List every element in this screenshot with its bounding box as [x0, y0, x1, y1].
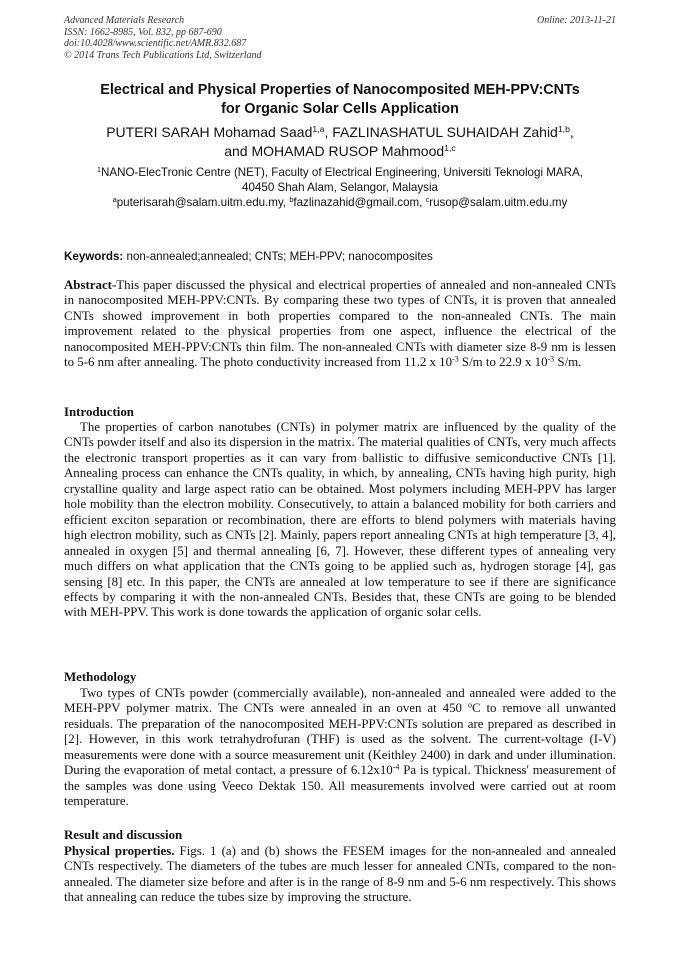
affiliation-line-2: 40450 Shah Alam, Selangor, Malaysia: [242, 180, 438, 194]
doi-line: doi:10.4028/www.scientific.net/AMR.832.687: [64, 38, 247, 50]
author-1: PUTERI SARAH Mohamad Saad: [106, 124, 313, 140]
title-line-2: for Organic Solar Cells Application: [221, 100, 459, 117]
methodology-heading: Methodology: [64, 670, 137, 684]
introduction-heading: Introduction: [64, 405, 134, 419]
abstract-exponent: -3: [547, 354, 555, 364]
title-line-1: Electrical and Physical Properties of Nanocomposited MEH-PPV:CNTs: [100, 82, 580, 98]
methodology-text: Two types of CNTs powder (commercially available), non-annealed and annealed were added to the MEH-PPV polymer matrix. The CNTs were annealed in an oven at 450: [64, 686, 616, 716]
author-list: [64, 123, 616, 161]
abstract-text: S/m to 22.9 x 10: [458, 355, 548, 370]
physical-properties-subheading: Physical properties.: [64, 844, 175, 858]
author-2-affil: 1,b: [557, 124, 570, 135]
author-conjunction: and: [224, 143, 252, 159]
email-a-marker: a: [112, 194, 117, 204]
running-header: [64, 15, 616, 61]
journal-name: Advanced Materials Research: [64, 15, 185, 26]
affiliation-marker: 1: [97, 165, 102, 175]
results-paragraph: [64, 844, 616, 906]
paper-title: [64, 81, 616, 118]
email-b: fazlinazahid@gmail.com,: [293, 195, 426, 209]
email-line: [64, 196, 616, 211]
email-c: rusop@salam.uitm.edu.my: [429, 195, 568, 209]
abstract-text: This paper discussed the physical and electrical properties of annealed and non-annealed CNTs in nanocomposited MEH-PPV:CNTs. By comparing these two types of CNTs, it is proven that annealed CNTs showed improvement in both properties compared to the non-annealed CNTs. The main improvement related to the physical properties from one aspect, influence the electrical of the nanocomposited MEH-PPV:CNTs thin film. The non-annealed CNTs with diameter size 8-9 nm is lessen to 5-6 nm after annealing. The photo conductivity increased from 11.2 x 10: [64, 278, 616, 370]
copyright-line: © 2014 Trans Tech Publications Ltd, Switzerland: [64, 49, 262, 61]
author-separator: ,: [569, 124, 574, 140]
methodology-text: C to remove all unwanted residuals. The preparation of the nanocomposited MEH-PPV:CNTs solution are prepared as described in [2]. However, in this work tetrahydrofuran (THF) is used as the solvent. The current-voltage (I-V) measurements were done with a source measurement unit (Keithley 2400) in dark and under illumination. During the evaporation of metal contact, a pressure of 6.12x10: [64, 701, 616, 778]
affiliation-block: [64, 166, 616, 210]
abstract-label: Abstract-: [64, 278, 117, 292]
author-2: FAZLINASHATUL SUHAIDAH Zahid: [332, 124, 558, 140]
affiliation-line-1: NANO-ElecTronic Centre (NET), Faculty of Electrical Engineering, Universiti Teknologi MARA,: [101, 166, 583, 179]
online-date: Online: 2013-11-21: [537, 15, 616, 26]
introduction-paragraph: The properties of carbon nanotubes (CNTs) in polymer matrix are influenced by the quality of the CNTs powder itself and also its dispersion in the matrix. The material qualities of CNTs, very much affects the electronic transport properties as it can vary from ballistic to diffusive semiconductive CNTs [1]. Annealing process can enhance the CNTs quality, in which, by annealing, CNTs having high purity, high crystalline quality and large aspect ratio can be obtained. Most polymers including MEH-PPV has larger hole mobility than the electron mobility. Consecutively, to attain a balanced mobility for both carriers and efficient exciton separation or recombination, there are efforts to blend polymers with materials having high electron mobility, such as CNTs [2]. Mainly, papers report annealing CNTs at high temperature [3, 4], annealed in oxygen [5] and thermal annealing [6, 7]. However, these different types of annealing very much differs on what application that the CNTs going to be applied such as, hydrogen storage [4], gas sensing [8] etc. In this paper, the CNTs are annealed at low temperature to see if there are significance effects by comparing it with the non-annealed CNTs. Besides that, these CNTs are going to be blended with MEH-PPV. This work is done towards the application of organic solar cells.: [64, 420, 616, 620]
email-b-marker: b: [289, 194, 294, 204]
author-3: MOHAMAD RUSOP Mahmood: [251, 143, 445, 159]
pressure-exponent: -4: [392, 762, 400, 772]
results-text: Figs. 1 (a) and (b) shows the FESEM images for the non-annealed and annealed CNTs respectively. The diameters of the tubes are much lesser for annealed CNTs, compared to the non-annealed. The diameter size before and after is in the range of 8-9 nm and 5-6 nm respectively. This shows that annealing can reduce the tubes size by improving the structure.: [64, 844, 616, 905]
results-heading: Result and discussion: [64, 828, 183, 842]
author-1-affil: 1,a: [312, 124, 325, 135]
methodology-text: Pa is typical. Thickness' measurement of the samples was done using Veeco Dektak 150. All measurements involved were carried out at room temperature.: [64, 763, 616, 809]
email-a: puterisarah@salam.uitm.edu.my,: [116, 195, 290, 209]
degree-superscript: o: [467, 701, 472, 711]
methodology-paragraph: [64, 686, 616, 810]
email-c-marker: c: [425, 194, 430, 204]
abstract-exponent: -3: [452, 354, 459, 364]
abstract-paragraph: [64, 278, 616, 371]
keywords: [64, 249, 616, 264]
issn-line: ISSN: 1662-8985, Vol. 832, pp 687-690: [64, 26, 222, 38]
keywords-label: Keywords:: [64, 250, 124, 263]
keywords-text: non-annealed;annealed; CNTs; MEH-PPV; nanocomposites: [123, 250, 433, 263]
author-separator: ,: [324, 124, 333, 140]
author-3-affil: 1,c: [444, 143, 456, 154]
abstract-text: S/m.: [554, 355, 582, 370]
